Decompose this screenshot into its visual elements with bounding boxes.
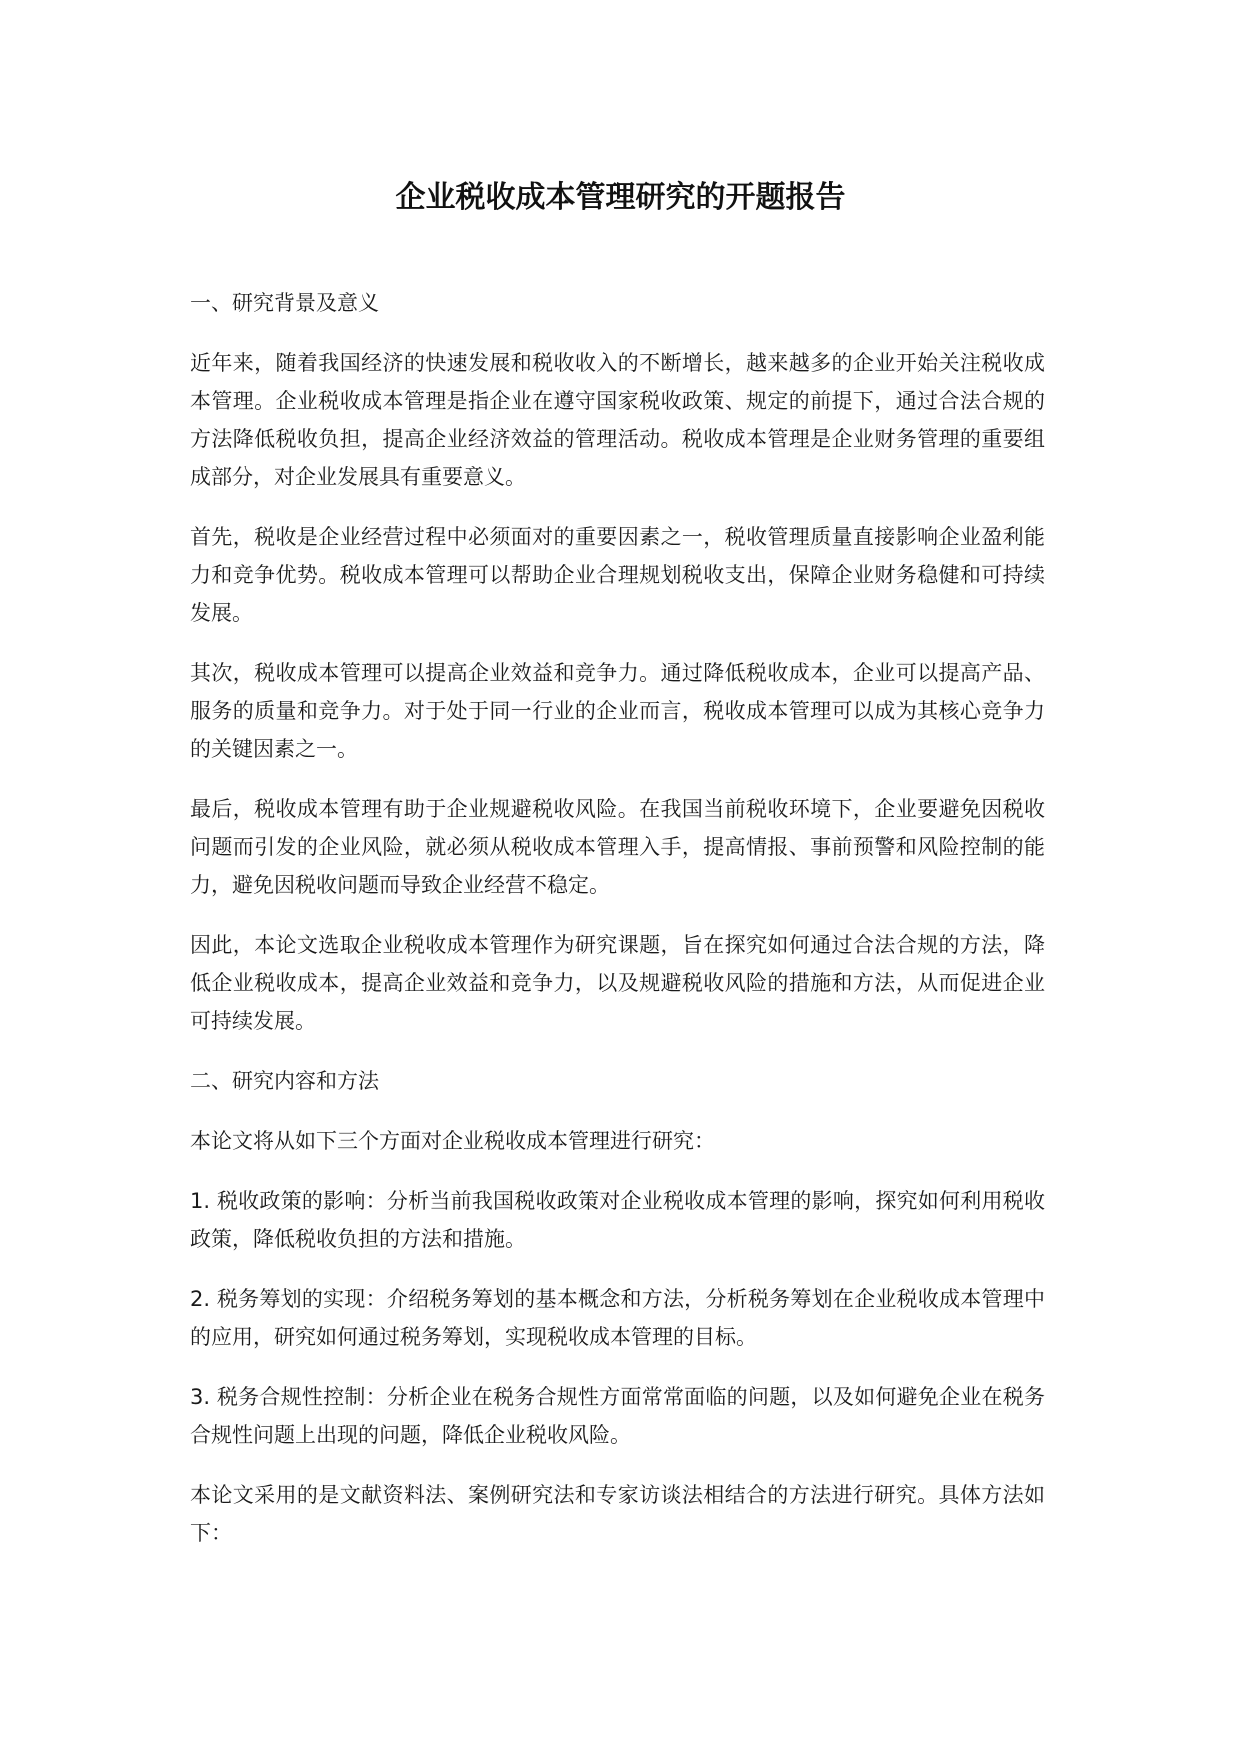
paragraph-methods: 本论文采用的是文献资料法、案例研究法和专家访谈法相结合的方法进行研究。具体方法如下： <box>190 1483 1045 1545</box>
list-item-tax-compliance: 3. 税务合规性控制：分析企业在税务合规性方面常常面临的问题，以及如何避免企业在税务合规性问题上出现的问题，降低企业税收风险。 <box>190 1385 1045 1447</box>
paragraph-last: 最后，税收成本管理有助于企业规避税收风险。在我国当前税收环境下，企业要避免因税收问题而引发的企业风险，就必须从税收成本管理入手，提高情报、事前预警和风险控制的能力，避免因税收问题而导致企业经营不稳定。 <box>190 797 1045 897</box>
section-heading-content-method: 二、研究内容和方法 <box>190 1069 379 1093</box>
section-heading-background: 一、研究背景及意义 <box>190 291 379 315</box>
paragraph-therefore: 因此，本论文选取企业税收成本管理作为研究课题，旨在探究如何通过合法合规的方法，降低企业税收成本，提高企业效益和竞争力，以及规避税收风险的措施和方法，从而促进企业可持续发展。 <box>190 933 1045 1033</box>
list-item-tax-policy: 1. 税收政策的影响：分析当前我国税收政策对企业税收成本管理的影响，探究如何利用税收政策，降低税收负担的方法和措施。 <box>190 1189 1045 1251</box>
paragraph-second: 其次，税收成本管理可以提高企业效益和竞争力。通过降低税收成本，企业可以提高产品、服务的质量和竞争力。对于处于同一行业的企业而言，税收成本管理可以成为其核心竞争力的关键因素之一。 <box>190 661 1045 761</box>
paragraph-intro: 近年来，随着我国经济的快速发展和税收收入的不断增长，越来越多的企业开始关注税收成本管理。企业税收成本管理是指企业在遵守国家税收政策、规定的前提下，通过合法合规的方法降低税收负担，提高企业经济效益的管理活动。税收成本管理是企业财务管理的重要组成部分，对企业发展具有重要意义。 <box>190 351 1045 489</box>
document-body <box>190 284 1045 1574</box>
list-item-tax-planning: 2. 税务筹划的实现：介绍税务筹划的基本概念和方法，分析税务筹划在企业税收成本管理中的应用，研究如何通过税务筹划，实现税收成本管理的目标。 <box>190 1287 1045 1349</box>
paragraph-first: 首先，税收是企业经营过程中必须面对的重要因素之一，税收管理质量直接影响企业盈利能力和竞争优势。税收成本管理可以帮助企业合理规划税收支出，保障企业财务稳健和可持续发展。 <box>190 525 1045 625</box>
document-title: 企业税收成本管理研究的开题报告 <box>395 180 846 215</box>
paragraph-three-aspects: 本论文将从如下三个方面对企业税收成本管理进行研究： <box>190 1129 715 1153</box>
